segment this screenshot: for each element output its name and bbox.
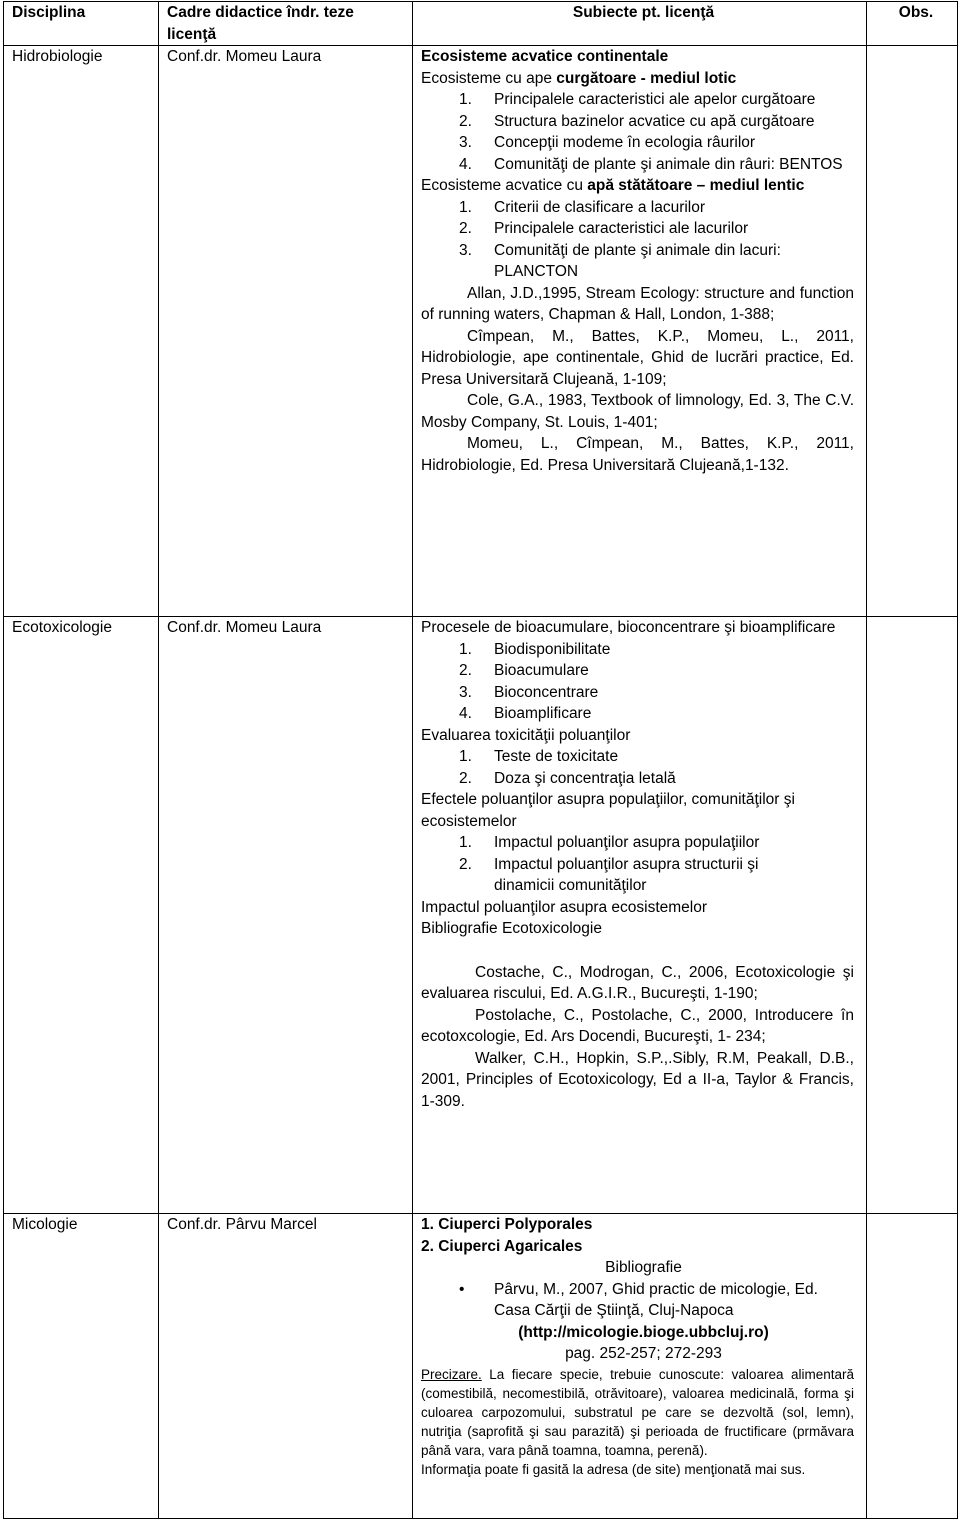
list-item: 1. Impactul poluanţilor asupra populaţiilor bbox=[459, 834, 760, 851]
section-title: Ecosisteme acvatice continentale bbox=[421, 48, 669, 65]
row-hidrobiologie bbox=[4, 46, 958, 617]
topic-list bbox=[421, 197, 866, 283]
note: Informaţia poate fi gasită la adresa (de site) menţionată mai sus. bbox=[421, 1461, 806, 1477]
obs-cell bbox=[867, 46, 958, 617]
discipline-cell: Micologie bbox=[4, 1214, 159, 1519]
note-label: Precizare. bbox=[421, 1366, 482, 1382]
section-heading: Procesele de bioacumulare, bioconcentrare şi bioamplificare bbox=[421, 619, 836, 636]
reference: Postolache, C., Postolache, C., 2000, Introducere în ecotoxcologie, Ed. Ars Docendi, Bucureşti, 1- 234; bbox=[421, 1006, 854, 1045]
section-heading: Ecosisteme cu ape curgătoare - mediul lotic bbox=[421, 69, 737, 87]
list-item: 1. Teste de toxicitate bbox=[459, 748, 619, 765]
header-cadre: Cadre didactice îndr. teze licenţă bbox=[159, 2, 413, 46]
list-item: 2. Doza şi concentraţia letală bbox=[459, 769, 676, 787]
bibliography-title: Bibliografie Ecotoxicologie bbox=[421, 920, 602, 937]
teacher-cell: Conf.dr. Momeu Laura bbox=[159, 46, 413, 617]
list-item: 4. Comunităţi de plante şi animale din râuri: BENTOS bbox=[459, 155, 843, 173]
header-disciplina: Disciplina bbox=[4, 2, 159, 46]
discipline-cell: Hidrobiologie bbox=[4, 46, 159, 617]
bibliography-title: Bibliografie bbox=[605, 1259, 682, 1276]
subjects-cell bbox=[413, 1214, 867, 1519]
reference: Momeu, L., Cîmpean, M., Battes, K.P., 2011, Hidrobiologie, Ed. Presa Universitară Clujeană,1-132. bbox=[421, 435, 854, 474]
topic-list bbox=[421, 746, 866, 789]
row-ecotoxicologie bbox=[4, 617, 958, 1214]
obs-cell bbox=[867, 617, 958, 1214]
list-item: 4. Bioamplificare bbox=[459, 705, 592, 722]
list-item: 2. Impactul poluanţilor asupra structurii şi dinamicii comunităţilor bbox=[459, 855, 759, 894]
header-subiecte: Subiecte pt. licenţă bbox=[413, 2, 867, 46]
licenta-table bbox=[3, 1, 958, 1519]
row-micologie bbox=[4, 1214, 958, 1519]
reference: Costache, C., Modrogan, C., 2006, Ecotoxicologie şi evaluarea riscului, Ed. A.G.I.R., Bucureşti, 1-190; bbox=[421, 963, 854, 1002]
reference: Cole, G.A., 1983, Textbook of limnology, Ed. 3, The C.V. Mosby Company, St. Louis, 1-401; bbox=[421, 392, 854, 431]
subjects-cell bbox=[413, 46, 867, 617]
bullet-icon: • bbox=[459, 1280, 465, 1298]
teacher-cell: Conf.dr. Momeu Laura bbox=[159, 617, 413, 1214]
note: Precizare. La fiecare specie, trebuie cunoscute: valoarea alimentară (comestibilă, necomestibilă, otrăvitoare), valoarea medicinală, forma şi culoarea carpozomului, substratul pe care se dezvoltă (sol, lemn), nutriţia (saprofită şi sau parazită) şi perioada de fructificare (prmăvara până vara, vara până toamna, toamna, perenă). bbox=[421, 1366, 854, 1458]
list-item: 2. Structura bazinelor acvatice cu apă curgătoare bbox=[459, 112, 815, 130]
section-heading: Impactul poluanţilor asupra ecosistemelor bbox=[421, 898, 708, 916]
subjects-cell bbox=[413, 617, 867, 1214]
list-item: 2. Bioacumulare bbox=[459, 662, 589, 679]
topic-item: 2. Ciuperci Agaricales bbox=[421, 1237, 583, 1255]
bibliography-pages: pag. 252-257; 272-293 bbox=[565, 1345, 722, 1362]
topic-list bbox=[421, 832, 866, 897]
section-heading: Efectele poluanţilor asupra populaţiilor, comunităţilor şi ecosistemelor bbox=[421, 791, 795, 830]
bibliography-entry: • Pârvu, M., 2007, Ghid practic de micologie, Ed. Casa Cărţii de Ştiinţă, Cluj-Napoca bbox=[459, 1280, 818, 1319]
list-item: 3. Concepţii modeme în ecologia râurilor bbox=[459, 134, 756, 151]
reference: Cîmpean, M., Battes, K.P., Momeu, L., 2011, Hidrobiologie, ape continentale, Ghid de lucrări practice, Ed. Presa Universitară Clujeană, 1-109; bbox=[421, 327, 854, 388]
list-item: 3. Comunităţi de plante şi animale din lacuri: PLANCTON bbox=[459, 241, 781, 280]
discipline-cell: Ecotoxicologie bbox=[4, 617, 159, 1214]
list-item: 2. Principalele caracteristici ale lacurilor bbox=[459, 220, 749, 237]
reference: Walker, C.H., Hopkin, S.P.,.Sibly, R.M, Peakall, D.B., 2001, Principles of Ecotoxicology, Ed a II-a, Taylor & Francis, 1-309. bbox=[421, 1049, 854, 1110]
section-heading: Evaluarea toxicităţii poluanţilor bbox=[421, 726, 631, 744]
list-item: 3. Bioconcentrare bbox=[459, 683, 599, 701]
list-item: 1. Criterii de clasificare a lacurilor bbox=[459, 198, 706, 216]
reference: Allan, J.D.,1995, Stream Ecology: structure and function of running waters, Chapman & Hall, London, 1-388; bbox=[421, 284, 854, 323]
section-heading: Ecosisteme acvatice cu apă stătătoare – mediul lentic bbox=[421, 177, 805, 194]
list-item: 1. Principalele caracteristici ale apelor curgătoare bbox=[459, 91, 816, 108]
topic-list bbox=[421, 89, 866, 175]
obs-cell bbox=[867, 1214, 958, 1519]
header-obs: Obs. bbox=[867, 2, 958, 46]
topic-list bbox=[421, 639, 866, 725]
header-row bbox=[4, 2, 958, 46]
list-item: 1. Biodisponibilitate bbox=[459, 640, 611, 658]
topic-item: 1. Ciuperci Polyporales bbox=[421, 1216, 593, 1233]
teacher-cell: Conf.dr. Pârvu Marcel bbox=[159, 1214, 413, 1519]
bibliography-url: (http://micologie.bioge.ubbcluj.ro) bbox=[518, 1323, 769, 1341]
